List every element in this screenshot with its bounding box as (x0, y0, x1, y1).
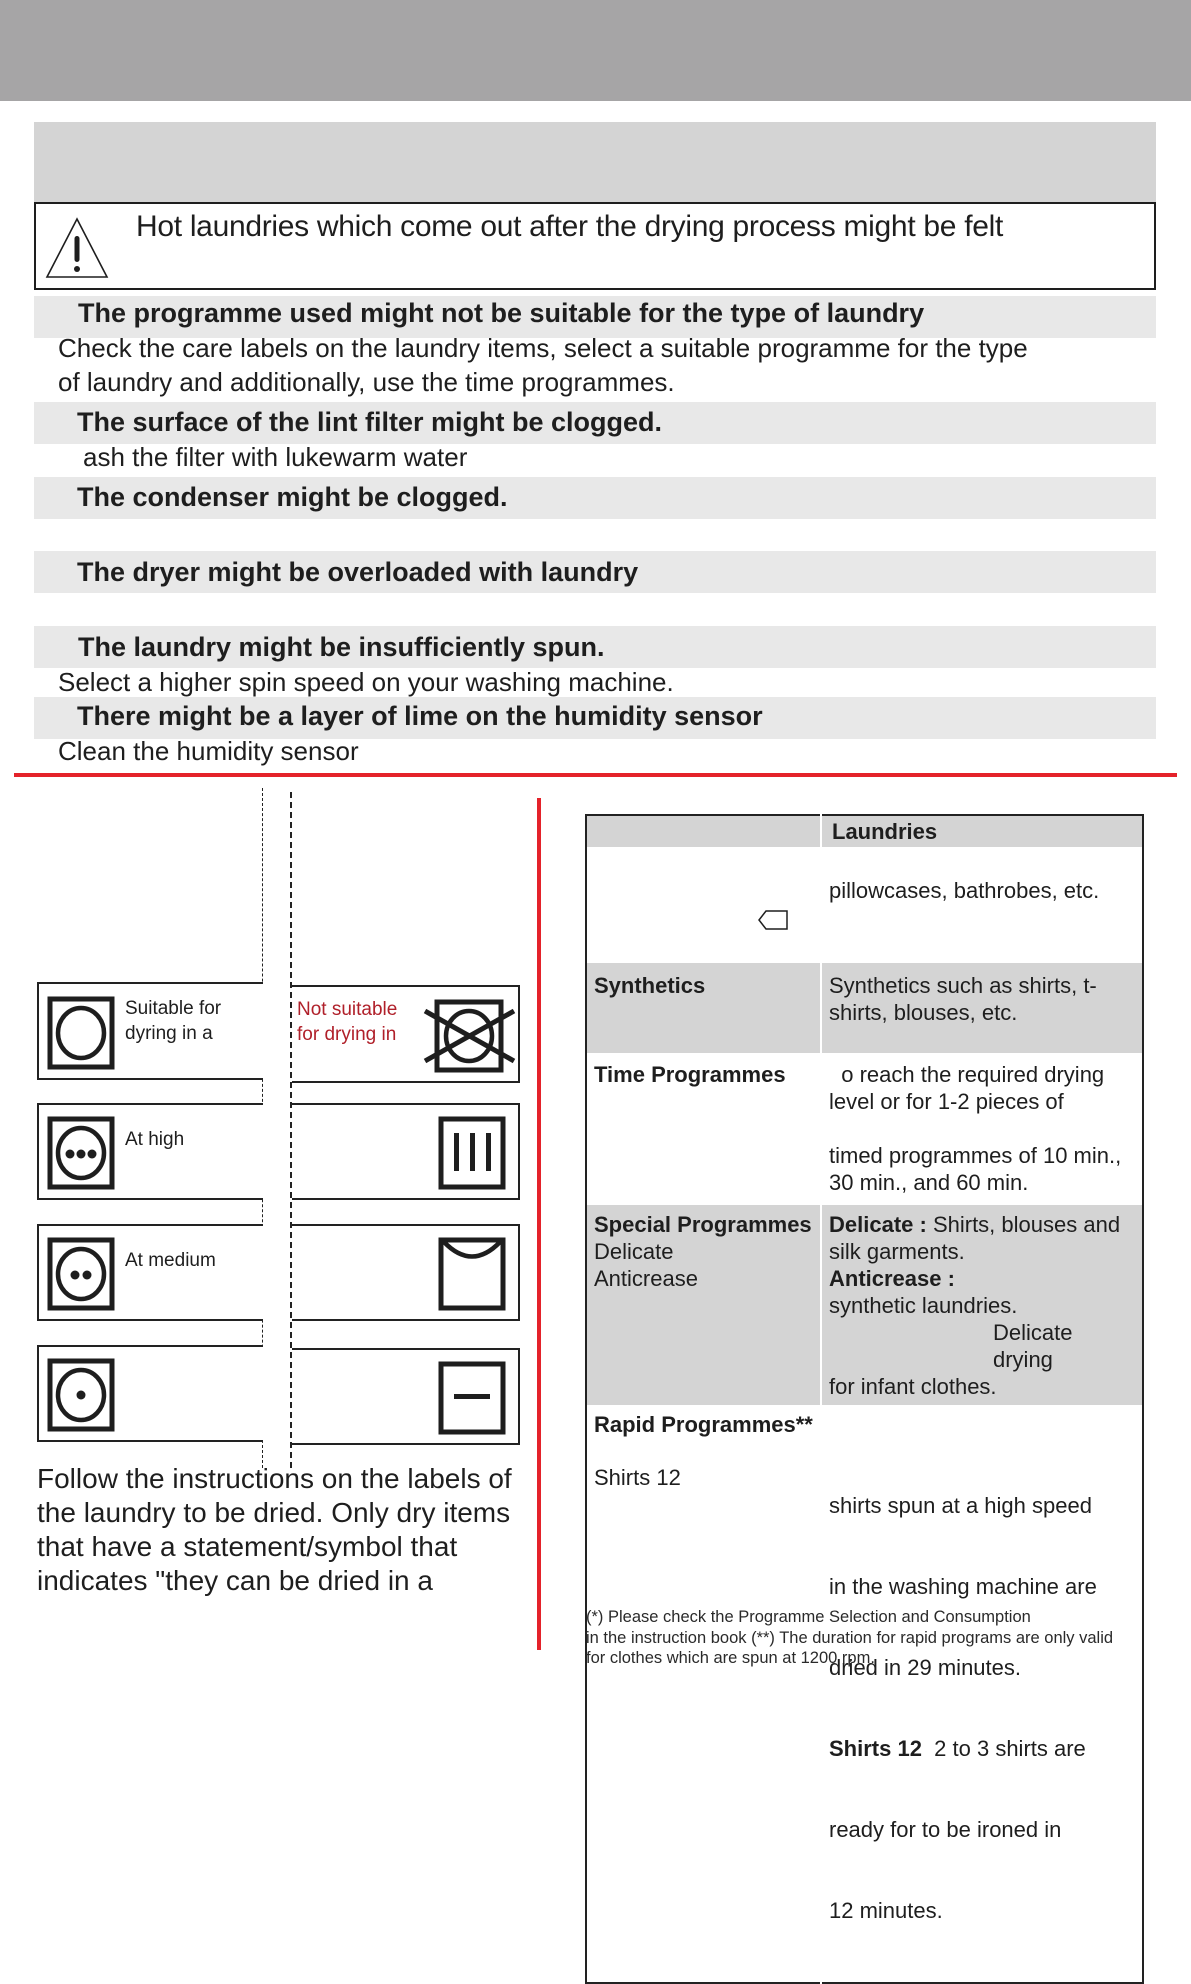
care-symbol-card (292, 1224, 520, 1321)
cause-text: The dryer might be overloaded with laundry (77, 557, 639, 587)
table-header-row (586, 815, 1143, 847)
tumble-dry-high-heat-icon (47, 1116, 115, 1190)
programme-cell: Time Programmes (586, 1053, 821, 1205)
cause-text: There might be a layer of lime on the humidity sensor (77, 701, 763, 731)
remedy-text: Check the care labels on the laundry items, select a suitable programme for the type (58, 333, 1028, 363)
follow-instructions-text: Follow the instructions on the labels of the laundry to be dried. Only dry items that have a statement/symbol that indicates "they can be dried in a (37, 1463, 512, 1596)
care-symbol-card (292, 1103, 520, 1200)
warning-text: Hot laundries which come out after the drying process might be felt (136, 210, 1004, 243)
care-symbol-card (292, 1348, 520, 1445)
page-header-band (0, 0, 1191, 101)
care-symbol-card (292, 985, 520, 1083)
cause-text: The surface of the lint filter might be clogged. (77, 407, 663, 437)
warning-box (34, 202, 1156, 290)
tumble-dry-icon (47, 996, 115, 1070)
laundries-cell: shirts spun at a high speed in the washing machine are dried in 29 minutes. Shirts 12 2 to 3 shirts are ready for to be ironed in 12 minutes. (829, 1493, 1097, 1923)
remedy-text: ash the filter with lukewarm water (83, 442, 468, 472)
cause-text: The laundry might be insufficiently spun. (78, 632, 605, 662)
remedy-text: of laundry and additionally, use the time programmes. (58, 367, 675, 397)
cause-text: The condenser might be clogged. (77, 482, 508, 512)
tumble-dry-medium-heat-icon (47, 1237, 115, 1311)
laundries-cell: o reach the required drying level or for 1-2 pieces of timed programmes of 10 min., 30 min., and 60 min. (829, 1062, 1122, 1195)
do-not-tumble-dry-icon (422, 999, 518, 1073)
dry-flat-icon (438, 1361, 506, 1435)
care-symbol-label: At medium (125, 1250, 216, 1271)
laundries-cell: Delicate : Shirts, blouses and silk garments. Anticrease : synthetic laundries. Delicate drying for infant clothes. (821, 1205, 1143, 1405)
cause-text: The programme used might not be suitable for the type of laundry (78, 298, 925, 328)
laundries-cell: pillowcases, bathrobes, etc. (829, 878, 1100, 903)
laundries-cell: Synthetics such as shirts, t-shirts, blouses, etc. (821, 963, 1143, 1053)
care-symbol-card (37, 982, 263, 1080)
programme-cell (586, 847, 821, 963)
drip-dry-icon (438, 1116, 506, 1190)
programme-table (585, 814, 1144, 1984)
remedy-text: Clean the humidity sensor (58, 736, 359, 766)
red-divider-horizontal (14, 773, 1177, 777)
care-symbol-label: Not suitable for drying in (297, 999, 398, 1045)
programme-cell: Synthetics (586, 963, 821, 1053)
table-row (586, 847, 1143, 963)
programme-cell: Special Programmes Delicate Anticrease (586, 1205, 821, 1405)
table-row (586, 1205, 1143, 1405)
table-row (586, 1053, 1143, 1205)
header-cell: Laundries (821, 815, 1143, 847)
red-divider-vertical (537, 798, 541, 1650)
header-cell (586, 815, 821, 847)
tumble-dry-low-heat-icon (47, 1358, 115, 1432)
table-row (586, 1405, 1143, 1983)
programme-cell: Rapid Programmes** Shirts 12 (586, 1405, 821, 1983)
care-symbol-label: Suitable for dyring in a (125, 998, 222, 1044)
care-symbol-card (37, 1345, 263, 1442)
care-symbol-card (37, 1103, 263, 1200)
label-tag-icon (757, 909, 789, 931)
care-symbol-label: At high (125, 1129, 185, 1150)
remedy-text: Select a higher spin speed on your washing machine. (58, 667, 674, 697)
warning-triangle-icon (44, 216, 110, 280)
table-footnote: (*) Please check the Programme Selection and Consumption in the instruction book (**) The duration for rapid programs are only valid for clothes which are spun at 1200 rpm. (586, 1608, 1114, 1667)
care-symbol-card (37, 1224, 263, 1321)
line-dry-icon (438, 1237, 506, 1311)
section-title-band (34, 122, 1156, 202)
table-row (586, 963, 1143, 1053)
